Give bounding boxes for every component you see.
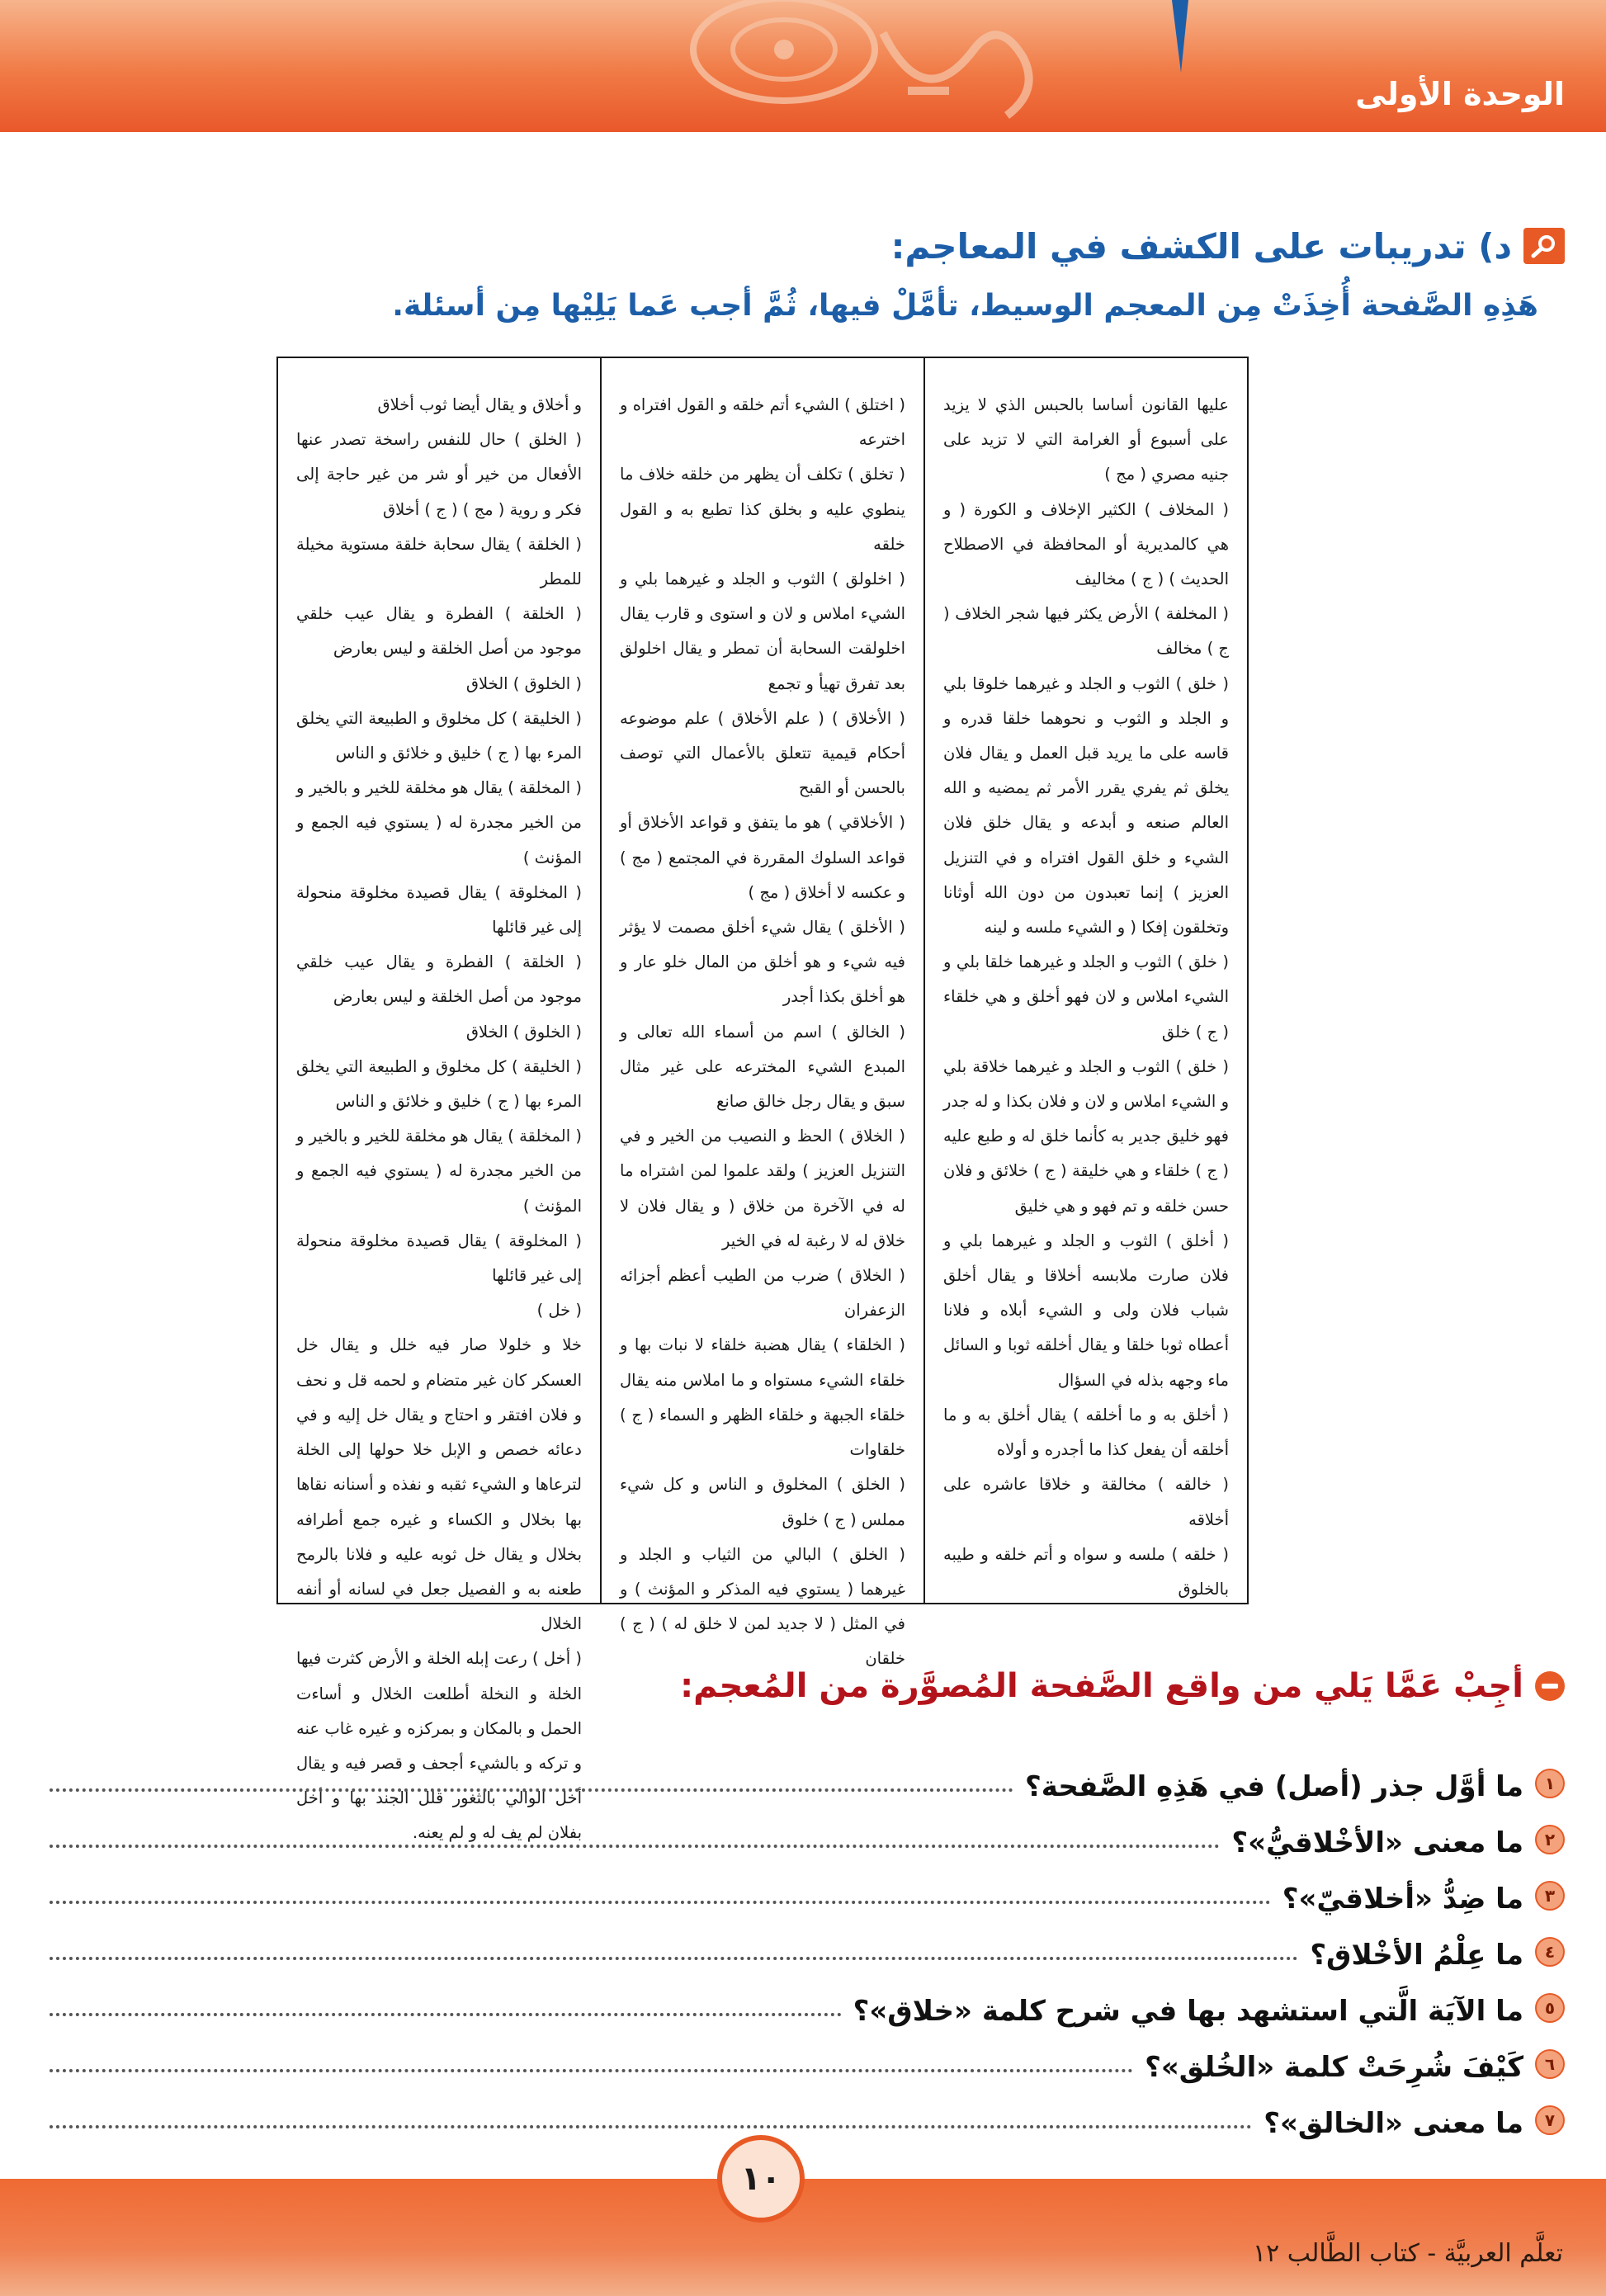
page-number: ١٠ [717,2135,805,2223]
question-text: ما الآيَة الَّتي استشهد بها في شرح كلمة «خلاق»؟ [853,1995,1523,2028]
questions-list [50,1747,1565,2140]
book-title: تعلَّم العربيَّة - كتاب الطَّالب ١٢ [1253,2239,1563,2268]
question-row [50,1859,1565,1916]
dictionary-column-middle: ( اختلق ) الشيء أتم خلقه و القول افتراه و اخترعه ( تخلق ) تكلف أن يظهر من خلقه خلاف ما ينطوي عليه و بخلق كذا تطبع به و القول خلقه ( اخلولق ) الثوب و الجلد و غيرهما بلي و الشيء املاس و لان و استوى و قارب يقال اخلولقت السحابة أن تمطر و يقال اخلولق بعد تفرق تهيأ و تجمع ( الأخلاق ) ( علم الأخلاق ) علم موضوعه أحكام قيمية تتعلق بالأعمال التي توصف بالحسن أو القبح ( الأخلاقي ) هو ما يتفق و قواعد الأخلاق أو قواعد السلوك المقررة في المجتمع ( مج ) و عكسه لا أخلاق ( مج ) ( الأخلق ) يقال شيء أخلق مصمت لا يؤثر فيه شيء و هو أخلق من المال خلو عار و هو أخلق بكذا أجدر ( الخالق ) اسم من أسماء الله تعالى و المبدع الشيء المخترعه على غير مثال سبق و يقال رجل خالق صانع ( الخلاق ) الحظ و النصيب من الخير و في التنزيل العزيز ) ولقد علموا لمن اشتراه ما له في الآخرة من خلاق ( و يقال فلان لا خلاق له لا رغبة له في الخير ( الخلاق ) ضرب من الطيب أعظم أجزائه الزعفران ( الخلقاء ) يقال هضبة خلقاء لا نبات بها و خلقاء الشيء مستواه و ما املاس منه يقال خلقاء الجبهة و خلقاء الظهر و السماء ( ج ) خلقاوات ( الخلق ) المخلوق و الناس و كل شيء مملس ( ج ) خلوق ( الخلق ) البالي من الثياب و الجلد و غيرهما ( يستوي فيه المذكر و المؤنث ) و في المثل ( لا جديد لمن لا خلق له ) ( ج ) خلقان [602,358,925,1603]
minus-circle-icon [1535,1671,1565,1701]
question-text: ما عِلْمُ الأخْلاق؟ [1310,1939,1523,1972]
answer-line[interactable] [50,1956,1298,1960]
question-number-badge: ٣ [1535,1881,1565,1911]
footer-band [0,2179,1606,2296]
answer-line[interactable] [50,1844,1220,1848]
question-row [50,1972,1565,2028]
answer-line[interactable] [50,1900,1271,1904]
question-text: ما معنى «الأخْلاقيُّ»؟ [1231,1826,1523,1859]
dictionary-column-left: و أخلاق و يقال أيضا ثوب أخلاق ( الخلق ) حال للنفس راسخة تصدر عنها الأفعال من خير أو شر من غير حاجة إلى فكر و روية ( مج ) ( ج ) أخلاق ( الخلقة ) يقال سحابة خلقة مستوية مخيلة للمطر ( الخلقة ) الفطرة و يقال عيب خلقي موجود من أصل الخلقة و ليس بعارض ( الخلوق ) الخلاق ( الخليقة ) كل مخلوق و الطبيعة التي يخلق المرء بها ( ج ) خليق و خلائق و الناس ( المخلقة ) يقال هو مخلقة للخير و بالخير و من الخير مجدرة له ( يستوي فيه الجمع و المؤنث ) ( المخلوقة ) يقال قصيدة مخلوقة منحولة إلى غير قائلها ( الخلقة ) الفطرة و يقال عيب خلقي موجود من أصل الخلقة و ليس بعارض ( الخلوق ) الخلاق ( الخليقة ) كل مخلوق و الطبيعة التي يخلق المرء بها ( ج ) خليق و خلائق و الناس ( المخلقة ) يقال هو مخلقة للخير و بالخير و من الخير مجدرة له ( يستوي فيه الجمع و المؤنث ) ( المخلوقة ) يقال قصيدة مخلوقة منحولة إلى غير قائلها ( خل ) خلا و خلولا صار فيه خلل و يقال خل العسكر كان غير متضام و لحمه قل و نحف و فلان افتقر و احتاج و يقال خل إليه و في دعائه خصص و الإبل خلا حولها إلى الخلة لترعاها و الشيء ثقبه و نفذه و أسنانه نقاها بها بخلال و الكساء و غيره جمع أطرافه بخلال و يقال خل ثوبه عليه و فلانا بالرمح طعنه به و الفصيل جعل في لسانه أو أنفه الخلال ( أخل ) رعت إبله الخلة و الأرض كثرت فيها الخلة و النخلة أطلعت الخلال و أساءت الحمل و بالمكان و بمركزه و غيره غاب عنه و تركه و بالشيء أجحف و قصر فيه و يقال أخل الوالي بالثغور قلل الجند بها و أخل بفلان لم يف له و لم يعنه. [278,358,602,1603]
question-number-badge: ١ [1535,1769,1565,1798]
questions-heading-text: أجِبْ عَمَّا يَلي من واقع الصَّفحة المُصوَّرة من المُعجم: [680,1667,1523,1705]
answer-line[interactable] [50,2124,1252,2128]
question-text: ما معنى «الخالق»؟ [1264,2107,1523,2140]
answer-line[interactable] [50,1788,1013,1792]
question-text: كَيْفَ شُرِحَتْ كلمة «الخُلق»؟ [1145,2051,1523,2084]
instruction-text: هَذِهِ الصَّفحة أُخِذَتْ مِن المعجم الوسيط، تأمَّلْ فيها، ثُمَّ أجب عَما يَلِيْها مِن أسئلة. [392,289,1538,323]
question-row [50,2028,1565,2084]
question-text: ما ضِدُّ «أخلاقيّ»؟ [1282,1883,1523,1916]
question-number-badge: ٧ [1535,2105,1565,2135]
question-number-badge: ٦ [1535,2049,1565,2079]
question-number-badge: ٥ [1535,1993,1565,2023]
question-number-badge: ٤ [1535,1937,1565,1967]
answer-line[interactable] [50,2068,1133,2072]
blue-accent-icon [1168,0,1193,74]
decorative-swirl-icon [677,0,1056,132]
question-row [50,1803,1565,1859]
question-row [50,1747,1565,1803]
unit-title: الوحدة الأولى [1355,76,1565,112]
question-row [50,2084,1565,2140]
question-number-badge: ٢ [1535,1825,1565,1854]
question-text: ما أوَّل جذر (أصل) في هَذِهِ الصَّفحة؟ [1025,1770,1523,1803]
dictionary-column-right: عليها القانون أساسا بالحبس الذي لا يزيد على أسبوع أو الغرامة التي لا تزيد على جنيه مصري ( مج ) ( المخلاف ) الكثير الإخلاف و الكورة ( و هي كالمديرية أو المحافظة في الاصطلاح الحديث ) ( ج ) مخاليف ( المخلفة ) الأرض يكثر فيها شجر الخلاف ( ج ) مخالف ( خلق ) الثوب و الجلد و غيرهما خلوقا بلي و الجلد و الثوب و نحوهما خلقا قدره و قاسه على ما يريد قبل العمل و يقال فلان يخلق ثم يفري يقرر الأمر ثم يمضيه و الله العالم صنعه و أبدعه و يقال خلق فلان الشيء و خلق القول افتراه و في التنزيل العزيز ) إنما تعبدون من دون الله أوثانا وتخلقون إفكا ( و الشيء ملسه و لينه ( خلق ) الثوب و الجلد و غيرهما خلقا بلي و الشيء املاس و لان فهو أخلق و هي خلقاء ( ج ) خلق ( خلق ) الثوب و الجلد و غيرهما خلاقة بلي و الشيء املاس و لان و فلان بكذا و له جدر فهو خليق جدير به كأنما خلق له و طبع عليه ( ج ) خلقاء و هي خليقة ( ج ) خلائق و فلان حسن خلقه و تم فهو و هي خليق ( أخلق ) الثوب و الجلد و غيرهما بلي و فلان صارت ملابسه أخلاقا و يقال أخلق شباب فلان ولى و الشيء أبلاه و فلانا أعطاه ثوبا خلقا و يقال أخلقه ثوبا و السائل ماء وجهه بذله في السؤال ( أخلق به و ما أخلقه ) يقال أخلق به و ما أخلقه أن يفعل كذا ما أجدره و أولاه ( خالقه ) مخالقة و خلاقا عاشره على أخلاقه ( خلقه ) ملسه و سواه و أتم خلقه و طيبه بالخلوق [943,395,1229,1599]
search-icon [1523,228,1565,264]
question-row [50,1916,1565,1972]
questions-heading [50,1667,1565,1705]
section-title: د) تدريبات على الكشف في المعاجم: [890,225,1512,267]
section-heading [50,221,1565,271]
answer-line[interactable] [50,2012,842,2016]
header-band [0,0,1606,132]
